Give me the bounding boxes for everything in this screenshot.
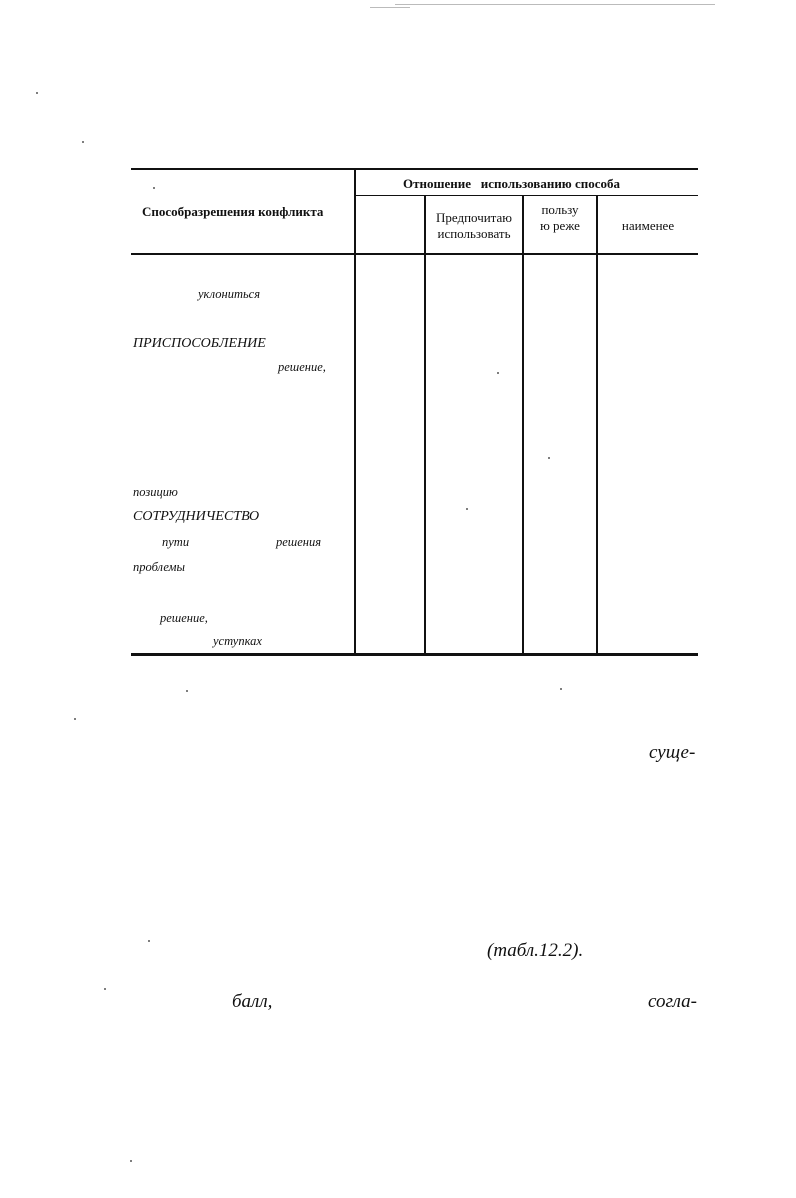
- cell-concessions: уступках: [213, 634, 262, 648]
- scan-speck: [186, 690, 188, 692]
- scan-speck: [148, 940, 150, 942]
- header-prefer: [426, 210, 522, 242]
- header-prefer-line1: Предпочитаю: [435, 210, 513, 225]
- col-divider-4: [596, 195, 598, 656]
- cell-position: позицию: [133, 485, 178, 499]
- cell-avoid: уклониться: [198, 287, 261, 301]
- cell-problems: проблемы: [133, 560, 186, 574]
- header-use-less-line2: ю реже: [540, 218, 580, 233]
- header-method: Способразрешения конфликта: [142, 204, 324, 219]
- scan-artifact-top: [395, 4, 715, 5]
- cell-cooperation: СОТРУДНИЧЕСТВО: [133, 509, 260, 524]
- cell-solution-2: решение,: [160, 611, 208, 625]
- header-least: наименее: [621, 218, 675, 233]
- text-fragment-agree: согла-: [648, 991, 697, 1012]
- table-bottom-rule: [131, 653, 698, 656]
- cell-solution-1: решение,: [278, 360, 326, 374]
- header-group: Отношение использованию способа: [403, 176, 621, 191]
- header-prefer-line2: использовать: [437, 226, 511, 241]
- scan-speck: [560, 688, 562, 690]
- col-divider-2: [424, 195, 426, 656]
- table-top-rule: [131, 168, 698, 170]
- scan-speck: [130, 1160, 132, 1162]
- scan-artifact-top: [370, 7, 410, 8]
- scan-speck: [466, 508, 468, 510]
- scan-speck: [82, 141, 84, 143]
- col-divider-1: [354, 168, 356, 656]
- text-fragment-score: балл,: [232, 991, 273, 1012]
- cell-accommodation: ПРИСПОСОБЛЕНИЕ: [133, 336, 266, 351]
- col-divider-3: [522, 195, 524, 656]
- cell-solutions: решения: [276, 535, 322, 549]
- header-use-less: [524, 202, 596, 234]
- scan-speck: [497, 372, 499, 374]
- header-use-less-line1: пользу: [541, 202, 579, 217]
- scan-speck: [74, 718, 76, 720]
- text-fragment-exist: суще-: [649, 742, 696, 763]
- scan-speck: [548, 457, 550, 459]
- group-underline: [355, 195, 698, 196]
- text-fragment-table-ref: (табл.12.2).: [487, 940, 584, 961]
- scan-speck: [153, 187, 155, 189]
- scan-speck: [104, 988, 106, 990]
- scan-speck: [36, 92, 38, 94]
- header-bottom-rule: [131, 253, 698, 255]
- cell-ways: пути: [162, 535, 190, 549]
